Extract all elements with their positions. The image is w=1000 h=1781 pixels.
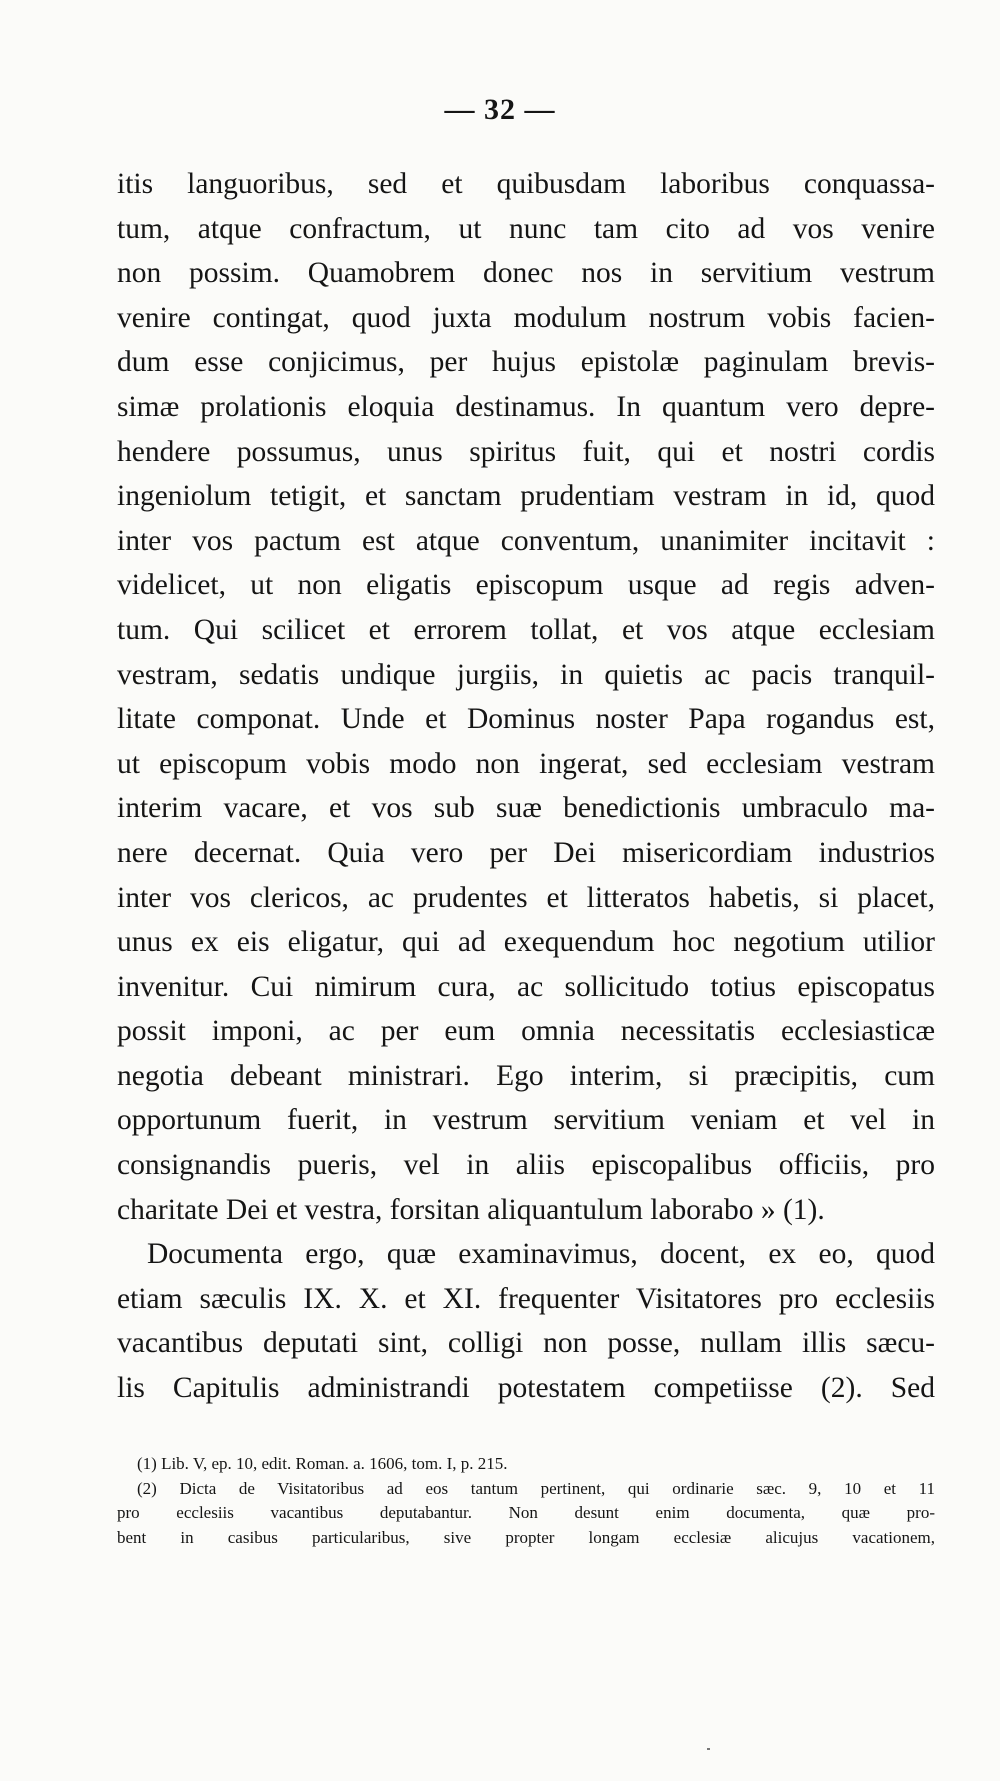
text-line: negotia debeant ministrari. Ego interim, si præcipitis, cum [117, 1059, 935, 1092]
footnote-line: bent in casibus particularibus, sive propter longam ecclesiæ alicujus vacationem, [117, 1527, 935, 1547]
text-line: opportunum fuerit, in vestrum servitium veniam et vel in [117, 1104, 935, 1137]
print-speck [707, 1748, 710, 1750]
text-line: Documenta ergo, quæ examinavimus, docent, ex eo, quod [147, 1238, 935, 1271]
text-line: hendere possumus, unus spiritus fuit, qui et nostri cordis [117, 435, 935, 468]
text-line: vacantibus deputati sint, colligi non posse, nullam illis sæcu- [117, 1327, 935, 1360]
text-line: itis languoribus, sed et quibusdam laboribus conquassa- [117, 168, 935, 200]
text-line: unus ex eis eligatur, qui ad exequendum hoc negotium utilior [117, 926, 935, 959]
text-line: possit imponi, ac per eum omnia necessitatis ecclesiasticæ [117, 1015, 935, 1048]
footnotes [117, 1452, 935, 1550]
footnote-line: (2) Dicta de Visitatoribus ad eos tantum pertinent, qui ordinarie sæc. 9, 10 et 11 [137, 1478, 935, 1498]
text-line: tum. Qui scilicet et errorem tollat, et vos atque ecclesiam [117, 613, 935, 646]
text-line: consignandis pueris, vel in aliis episcopalibus officiis, pro [117, 1149, 935, 1182]
footnote-line: (1) Lib. V, ep. 10, edit. Roman. a. 1606, tom. I, p. 215. [137, 1454, 508, 1473]
text-line: lis Capitulis administrandi potestatem competiisse (2). Sed [117, 1372, 935, 1405]
page-number: — 32 — [444, 93, 556, 126]
text-line: etiam sæculis IX. X. et XI. frequenter Visitatores pro ecclesiis [117, 1282, 935, 1315]
text-line: ut episcopum vobis modo non ingerat, sed ecclesiam vestram [117, 747, 935, 780]
text-line: vestram, sedatis undique jurgiis, in quietis ac pacis tranquil- [117, 658, 935, 691]
footnote-line: pro ecclesiis vacantibus deputabantur. Non desunt enim documenta, quæ pro- [117, 1503, 935, 1522]
text-line: inter vos pactum est atque conventum, unanimiter incitavit : [117, 524, 935, 557]
text-line: simæ prolationis eloquia destinamus. In quantum vero depre- [117, 390, 935, 423]
text-line: litate componat. Unde et Dominus noster Papa rogandus est, [117, 703, 935, 736]
text-line: interim vacare, et vos sub suæ benedictionis umbraculo ma- [117, 792, 935, 825]
body-text [117, 162, 935, 1411]
text-line: tum, atque confractum, ut nunc tam cito ad vos venire [117, 212, 935, 245]
text-line: dum esse conjicimus, per hujus epistolæ paginulam brevis- [117, 346, 935, 379]
text-line: inter vos clericos, ac prudentes et litteratos habetis, si placet, [117, 881, 935, 914]
text-line: venire contingat, quod juxta modulum nostrum vobis facien- [117, 301, 935, 334]
text-line: non possim. Quamobrem donec nos in servitium vestrum [117, 257, 935, 290]
text-line: invenitur. Cui nimirum cura, ac sollicitudo totius episcopatus [117, 970, 935, 1003]
text-line: charitate Dei et vestra, forsitan aliquantulum laborabo » (1). [117, 1193, 825, 1226]
text-line: nere decernat. Quia vero per Dei misericordiam industrios [117, 836, 935, 869]
text-line: ingeniolum tetigit, et sanctam prudentiam vestram in id, quod [117, 480, 935, 513]
text-line: videlicet, ut non eligatis episcopum usque ad regis adven- [117, 569, 935, 602]
